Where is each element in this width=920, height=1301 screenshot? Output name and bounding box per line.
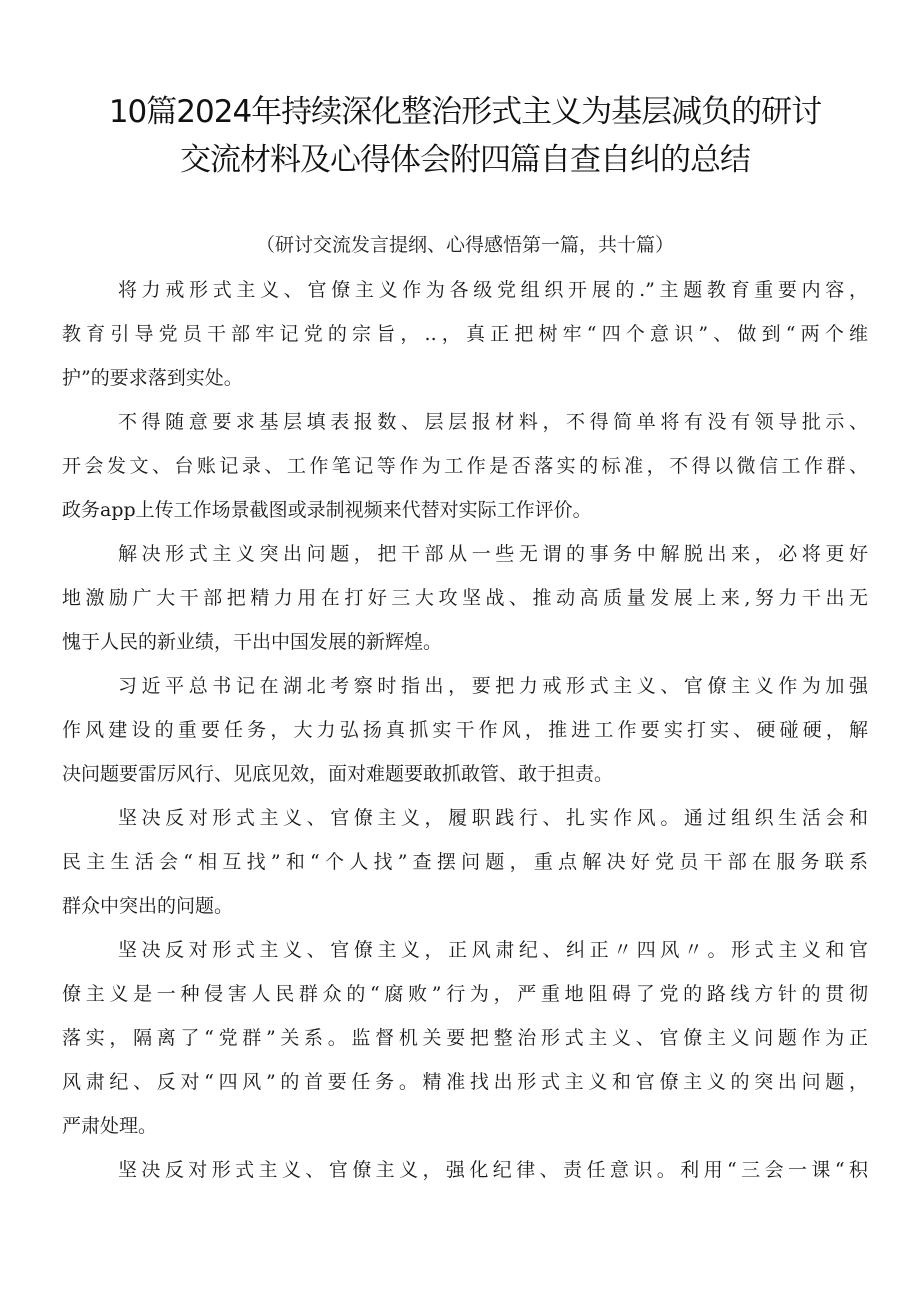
paragraph-line: 地激励广大干部把精力用在打好三大攻坚战、推动高质量发展上来,努力干出无 [62,587,868,609]
paragraph-line: 作风建设的重要任务，大力弘扬真抓实干作风，推进工作要实打实、硬碰硬，解 [62,719,868,741]
paragraph-1 [62,268,868,400]
paragraph-line: 落实，隔离了“党群”关系。监督机关要把整治形式主义、官僚主义问题作为正 [62,1027,868,1049]
paragraph-line: 坚决反对形式主义、官僚主义，正风肃纪、纠正〃四风〃。形式主义和官 [118,939,868,961]
paragraph-line: 愧于人民的新业绩，干出中国发展的新辉煌。 [62,631,443,653]
document-body [62,268,868,1192]
paragraph-6 [62,928,868,1148]
paragraph-line: 民主生活会“相互找”和“个人找”查摆问题，重点解决好党员干部在服务联系 [62,851,868,873]
document-title [62,88,868,184]
paragraph-line: 坚决反对形式主义、官僚主义，履职践行、扎实作风。通过组织生活会和 [118,807,868,829]
paragraph-2 [62,400,868,532]
paragraph-line: 严肃处理。 [62,1115,158,1137]
paragraph-3 [62,532,868,664]
document-subtitle: （研讨交流发言提纲、心得感悟第一篇，共十篇） [255,234,674,256]
paragraph-line: 护”的要求落到实处。 [62,367,243,389]
paragraph-4 [62,664,868,796]
paragraph-line: 开会发文、台账记录、工作笔记等作为工作是否落实的标准，不得以微信工作群、 [62,455,868,477]
paragraph-line: 解决形式主义突出问题，把干部从一些无谓的事务中解脱出来，必将更好 [118,543,868,565]
paragraph-7 [62,1148,868,1192]
paragraph-5 [62,796,868,928]
paragraph-line: 将力戒形式主义、官僚主义作为各级党组织开展的.”主题教育重要内容， [118,279,868,301]
paragraph-line: 群众中突出的问题。 [62,895,234,917]
paragraph-line: 不得随意要求基层填表报数、层层报材料，不得简单将有没有领导批示、 [118,411,868,433]
paragraph-line: 坚决反对形式主义、官僚主义，强化纪律、责任意识。利用“三会一课“积 [118,1159,868,1181]
title-line-2: 交流材料及心得体会附四篇自查自纠的总结 [180,142,750,178]
paragraph-line: 教育引导党员干部牢记党的宗旨，..，真正把树牢“四个意识”、做到“两个维 [62,323,868,345]
paragraph-line: 政务app上传工作场景截图或录制视频来代替对实际工作评价。 [62,499,592,521]
title-line-1: 10篇2024年持续深化整治形式主义为基层减负的研讨 [108,94,822,130]
paragraph-line: 习近平总书记在湖北考察时指出，要把力戒形式主义、官僚主义作为加强 [118,675,868,697]
paragraph-line: 决问题要雷厉风行、见底见效，面对难题要敢抓敢管、敢于担责。 [62,763,614,785]
paragraph-line: 风肃纪、反对“四风”的首要任务。精准找出形式主义和官僚主义的突出问题， [62,1071,868,1093]
paragraph-line: 僚主义是一种侵害人民群众的“腐败”行为，严重地阻碍了党的路线方针的贯彻 [62,983,868,1005]
